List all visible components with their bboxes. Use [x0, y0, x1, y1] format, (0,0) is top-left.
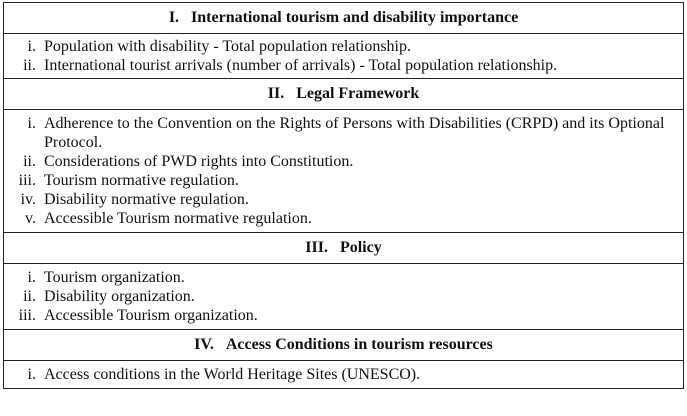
item-text: Disability organization.	[44, 288, 195, 305]
list-item	[4, 306, 683, 325]
list-item	[4, 171, 683, 190]
item-text: Considerations of PWD rights into Constitution.	[44, 153, 354, 170]
item-marker: i.	[27, 366, 36, 383]
item-text: Access conditions in the World Heritage Sites (UNESCO).	[44, 366, 421, 383]
list-item	[4, 365, 683, 384]
list-item	[4, 56, 683, 75]
item-text: Population with disability - Total population relationship.	[44, 38, 411, 55]
section-items	[4, 110, 683, 232]
list-item	[4, 37, 683, 56]
section-title: Policy	[339, 239, 382, 256]
section-items	[4, 34, 683, 78]
item-marker: iii.	[18, 307, 36, 324]
section-policy	[4, 232, 683, 329]
item-marker: i.	[27, 269, 36, 286]
list-item	[4, 190, 683, 209]
item-marker: i.	[27, 38, 36, 55]
list-item	[4, 152, 683, 171]
section-header	[4, 330, 683, 361]
item-marker: iii.	[18, 172, 36, 189]
section-items	[4, 264, 683, 329]
item-text: International tourist arrivals (number of arrivals) - Total population relationship.	[44, 57, 558, 74]
section-number: II.	[267, 85, 285, 102]
item-text: Accessible Tourism normative regulation.	[44, 210, 312, 227]
indicator-table	[3, 2, 684, 389]
item-marker: ii.	[23, 57, 36, 74]
section-number: III.	[305, 239, 328, 256]
list-item	[4, 287, 683, 306]
list-item	[4, 268, 683, 287]
list-item	[4, 114, 683, 152]
item-marker: i.	[27, 115, 36, 132]
section-number: I.	[168, 9, 180, 26]
item-marker: ii.	[23, 288, 36, 305]
section-header	[4, 3, 683, 34]
item-marker: iv.	[20, 191, 36, 208]
list-item	[4, 209, 683, 228]
section-international-tourism	[4, 2, 683, 78]
item-text: Disability normative regulation.	[44, 191, 249, 208]
section-items	[4, 361, 683, 388]
section-header	[4, 233, 683, 264]
item-text: Tourism organization.	[44, 269, 185, 286]
section-title: Access Conditions in tourism resources	[225, 336, 493, 353]
section-header	[4, 79, 683, 110]
item-text: Adherence to the Convention on the Rights of Persons with Disabilities (CRPD) and its Optional Protocol.	[44, 115, 665, 151]
section-title: International tourism and disability importance	[191, 9, 519, 26]
section-title: Legal Framework	[296, 85, 420, 102]
section-legal-framework	[4, 78, 683, 232]
item-marker: ii.	[23, 153, 36, 170]
section-number: IV.	[194, 336, 214, 353]
item-text: Accessible Tourism organization.	[44, 307, 258, 324]
item-marker: v.	[25, 210, 36, 227]
section-access-conditions	[4, 329, 683, 388]
item-text: Tourism normative regulation.	[44, 172, 239, 189]
